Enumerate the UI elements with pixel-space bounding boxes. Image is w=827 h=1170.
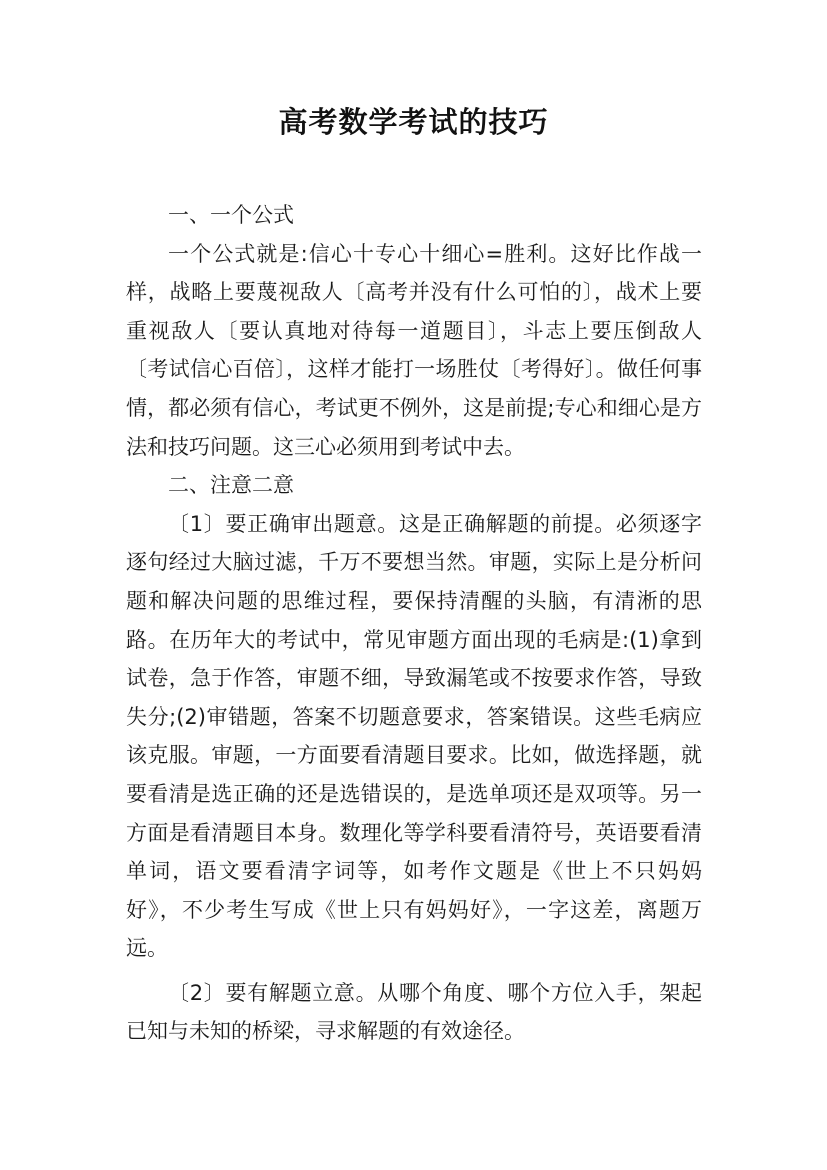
paragraph-formula: 一个公式就是:信心十专心十细心=胜利。这好比作战一样，战略上要蔑视敌人〔高考并没有什么可怕的〕，战术上要重视敌人〔要认真地对待每一道题目〕，斗志上要压倒敌人〔考试信心百倍〕，这样才能打一场胜仗〔考得好〕。做任何事情，都必须有信心，考试更不例外，这是前提;专心和细心是方法和技巧问题。这三心必须用到考试中去。 (126, 241, 702, 459)
section-heading-attention: 二、注意二意 (168, 473, 294, 498)
paragraph-read-question: 〔1〕要正确审出题意。这是正确解题的前提。必须逐字逐句经过大脑过滤，千万不要想当然。审题，实际上是分析问题和解决问题的思维过程，要保持清醒的头脑，有清淅的思路。在历年大的考试中，常见审题方面出现的毛病是:(1)拿到试卷，急于作答，审题不细，导致漏笔或不按要求作答，导致失分;(2)审错题，答案不切题意要求，答案错误。这些毛病应该克服。审题，一方面要看清题目要求。比如，做选择题，就要看清是选正确的还是选错误的，是选单项还是双项等。另一方面是看清题目本身。数理化等学科要看清符号，英语要看清单词，语文要看清字词等，如考作文题是《世上不只妈妈好》，不少考生写成《世上只有妈妈好》，一字这差，离题万远。 (126, 511, 702, 961)
section-heading-formula: 一、一个公式 (168, 203, 294, 227)
paragraph-solution-intent: 〔2〕要有解题立意。从哪个角度、哪个方位入手，架起已知与未知的桥梁，寻求解题的有效途径。 (126, 980, 702, 1044)
document-title: 高考数学考试的技巧 (278, 105, 549, 139)
document-body (126, 196, 702, 1051)
